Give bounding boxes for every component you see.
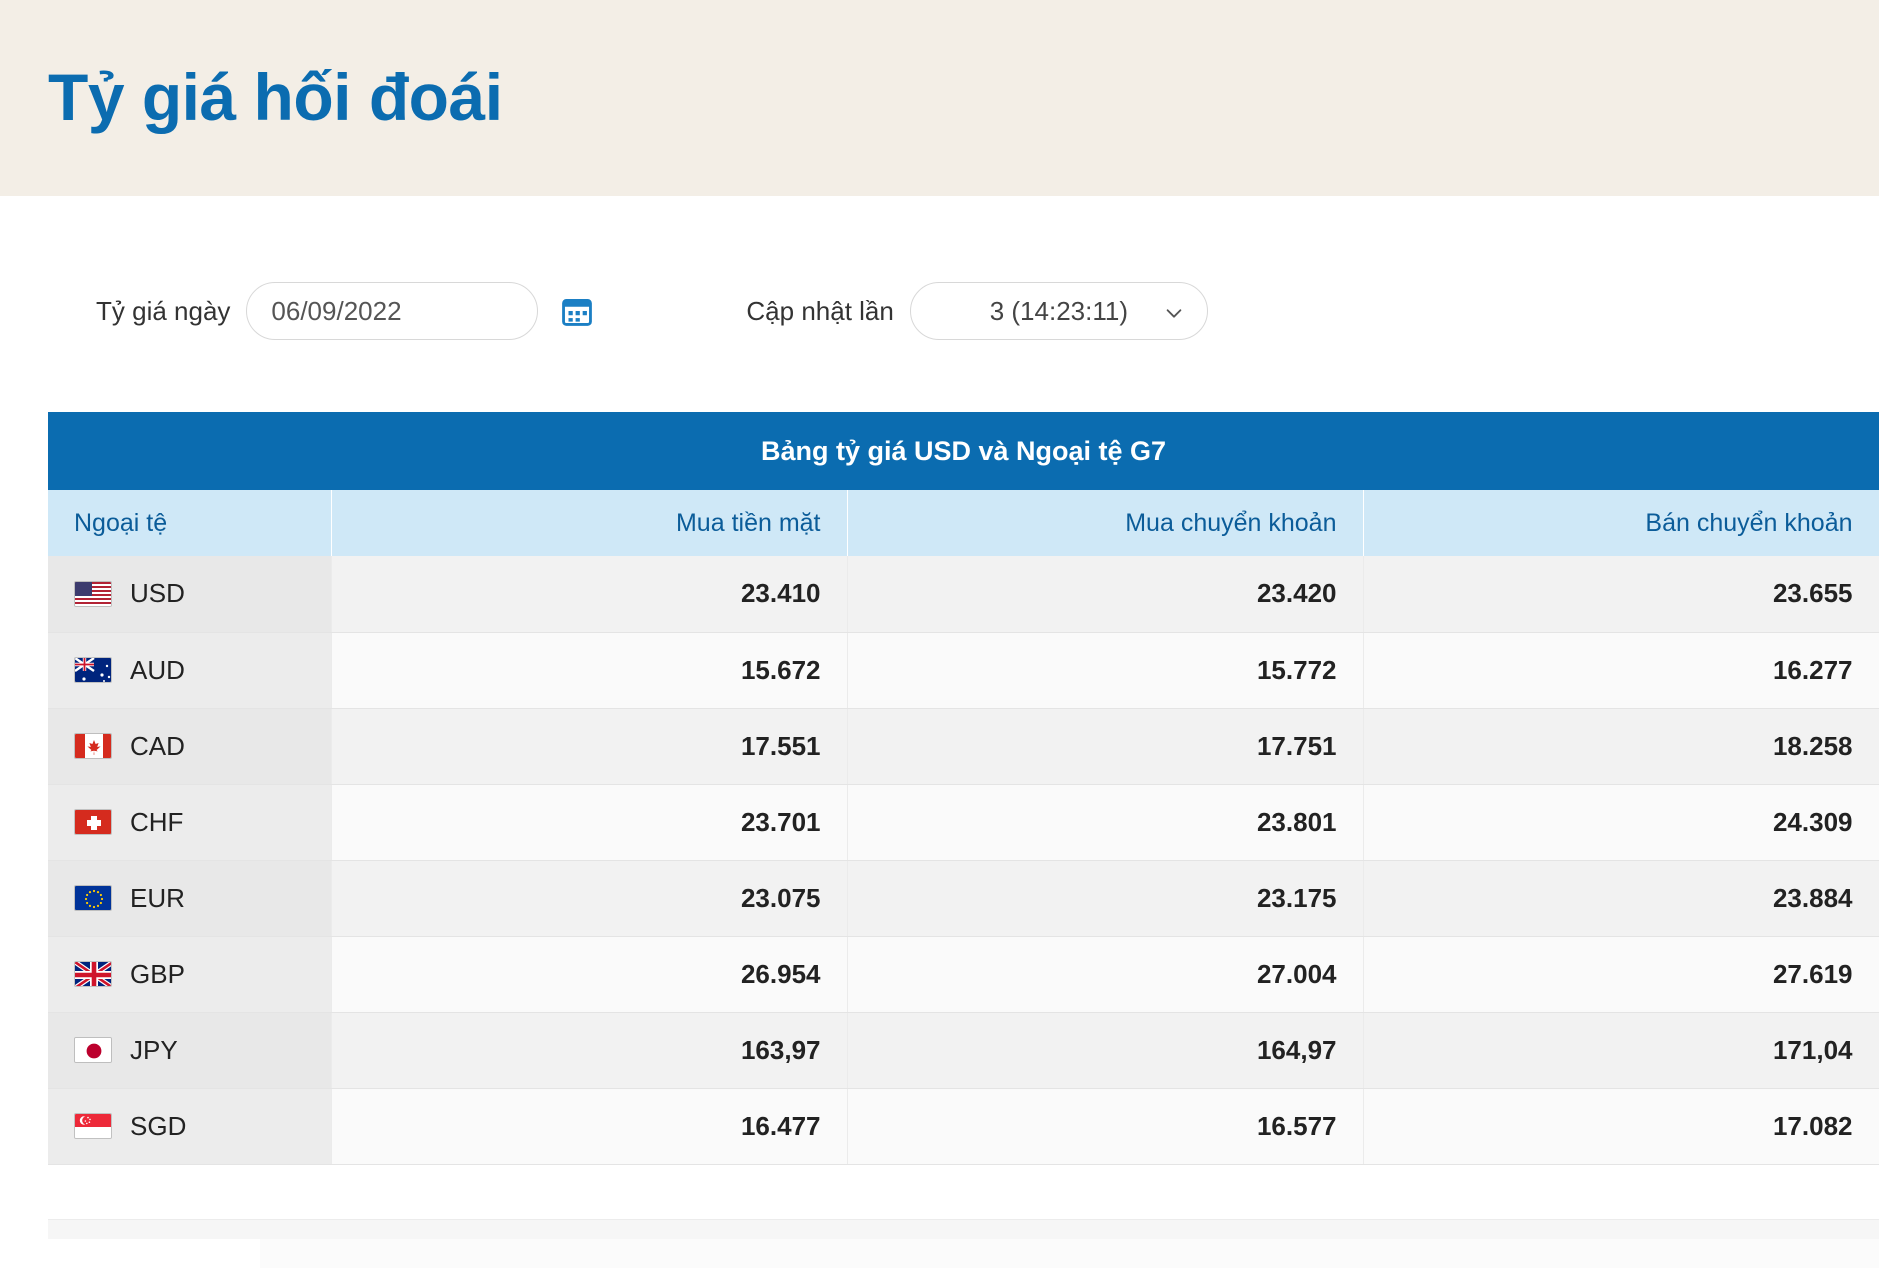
cell-transfer-sell: 23.884: [1363, 860, 1879, 936]
column-header-cash-buy: Mua tiền mặt: [331, 490, 847, 556]
chevron-down-icon: [1163, 300, 1185, 322]
cell-transfer-buy: 164,97: [847, 1012, 1363, 1088]
currency-code: CHF: [130, 806, 184, 837]
cell-transfer-sell: 18.258: [1363, 708, 1879, 784]
cell-transfer-buy: 16.577: [847, 1088, 1363, 1164]
currency-code: USD: [130, 578, 185, 609]
cell-currency: [48, 632, 331, 708]
cell-cash-buy: 26.954: [331, 936, 847, 1012]
table-header-row: [48, 490, 1879, 556]
cell-transfer-sell: 24.309: [1363, 784, 1879, 860]
cell-transfer-buy: 15.772: [847, 632, 1363, 708]
calendar-icon[interactable]: [560, 294, 594, 328]
flag-ch-icon: [74, 809, 112, 835]
column-header-transfer-sell: Bán chuyển khoản: [1363, 490, 1879, 556]
cell-currency: [48, 1012, 331, 1088]
cell-cash-buy: 163,97: [331, 1012, 847, 1088]
table-row: [48, 1012, 1879, 1088]
table-title: Bảng tỷ giá USD và Ngoại tệ G7: [48, 412, 1879, 490]
cell-currency: [48, 784, 331, 860]
currency-code: JPY: [130, 1034, 178, 1065]
cell-cash-buy: 17.551: [331, 708, 847, 784]
flag-jp-icon: [74, 1037, 112, 1063]
page-footer-strip-secondary: [260, 1239, 1879, 1268]
currency-code: GBP: [130, 958, 185, 989]
table-row: [48, 860, 1879, 936]
cell-transfer-buy: 17.751: [847, 708, 1363, 784]
cell-currency: [48, 1088, 331, 1164]
cell-currency: [48, 708, 331, 784]
filter-bar: [0, 196, 1879, 340]
currency-code: AUD: [130, 654, 185, 685]
column-header-transfer-buy: Mua chuyển khoản: [847, 490, 1363, 556]
flag-au-icon: [74, 657, 112, 683]
exchange-rate-table: [48, 490, 1879, 1165]
table-row: [48, 632, 1879, 708]
cell-cash-buy: 16.477: [331, 1088, 847, 1164]
cell-cash-buy: 23.701: [331, 784, 847, 860]
cell-currency: [48, 860, 331, 936]
cell-currency: [48, 556, 331, 632]
cell-transfer-buy: 23.175: [847, 860, 1363, 936]
date-label: Tỷ giá ngày: [96, 295, 231, 326]
cell-transfer-buy: 23.801: [847, 784, 1363, 860]
flag-gb-icon: [74, 961, 112, 987]
cell-currency: [48, 936, 331, 1012]
cell-transfer-sell: 171,04: [1363, 1012, 1879, 1088]
flag-ca-icon: [74, 733, 112, 759]
flag-sg-icon: [74, 1113, 112, 1139]
cell-cash-buy: 23.410: [331, 556, 847, 632]
table-row: [48, 936, 1879, 1012]
currency-code: EUR: [130, 882, 185, 913]
update-label: Cập nhật lần: [746, 295, 894, 326]
flag-eu-icon: [74, 885, 112, 911]
cell-cash-buy: 15.672: [331, 632, 847, 708]
cell-transfer-buy: 27.004: [847, 936, 1363, 1012]
column-header-currency: Ngoại tệ: [48, 490, 331, 556]
cell-transfer-sell: 16.277: [1363, 632, 1879, 708]
page-title: Tỷ giá hối đoái: [48, 60, 503, 135]
cell-transfer-sell: 27.619: [1363, 936, 1879, 1012]
exchange-rate-table-wrapper: [48, 412, 1879, 1165]
table-row: [48, 556, 1879, 632]
table-row: [48, 784, 1879, 860]
page-hero: [0, 0, 1879, 196]
currency-code: CAD: [130, 730, 185, 761]
currency-code: SGD: [130, 1110, 187, 1141]
table-row: [48, 708, 1879, 784]
update-count-value: 3 (14:23:11): [989, 295, 1128, 326]
rate-date-input[interactable]: [246, 282, 538, 340]
cell-cash-buy: 23.075: [331, 860, 847, 936]
cell-transfer-sell: 17.082: [1363, 1088, 1879, 1164]
cell-transfer-sell: 23.655: [1363, 556, 1879, 632]
rate-date-value: 06/09/2022: [271, 295, 402, 326]
cell-transfer-buy: 23.420: [847, 556, 1363, 632]
table-row: [48, 1088, 1879, 1164]
table-body: [48, 556, 1879, 1164]
update-count-select[interactable]: [910, 282, 1208, 340]
page-footer-strip: [48, 1219, 1879, 1239]
flag-us-icon: [74, 581, 112, 607]
